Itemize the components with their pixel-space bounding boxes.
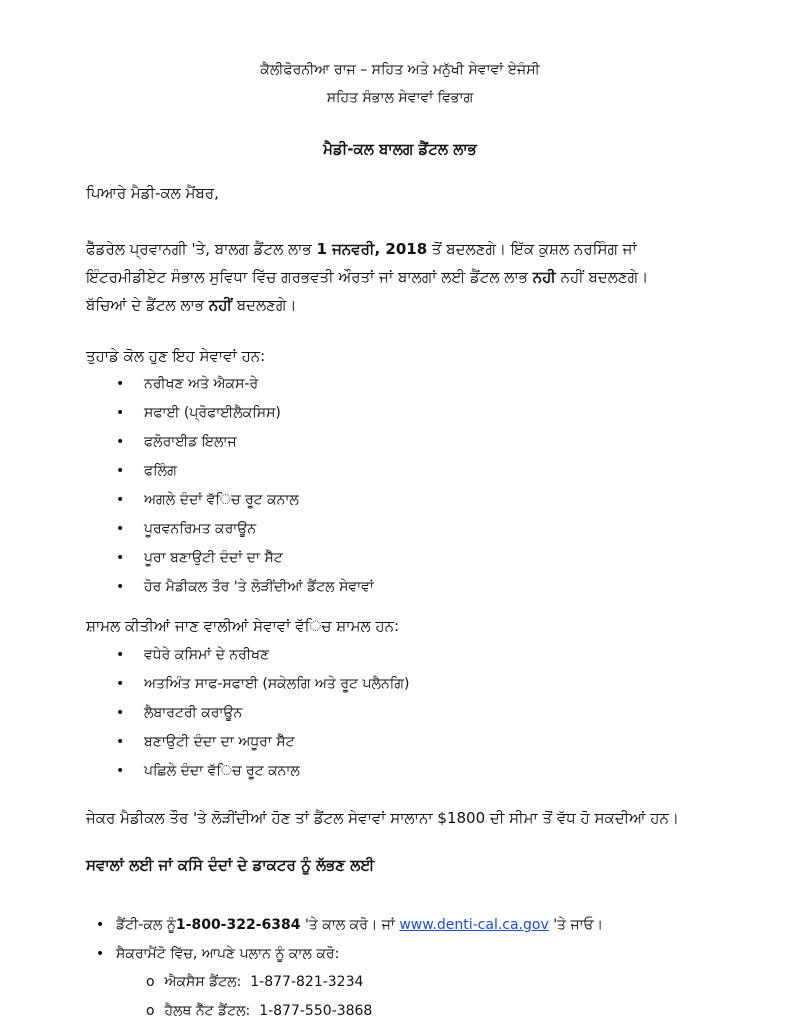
intro-text: ਇੰਟਰਮੀਡੀਏਟ ਸੰਭਾਲ ਸੁਵਿਧਾ ਵਿੱਚ ਗਰਭਵਤੀ ਔਰਤਾਂ ਜਾਂ ਬਾਲਗਾਂ ਲਈ ਡੈਂਟਲ ਲਾਭ [86, 268, 533, 286]
intro-line-2 [86, 268, 648, 286]
emphasis-not: ਨਹੀ [532, 268, 556, 286]
emphasis-not: ਨਹੀਂ [208, 296, 232, 314]
current-services-list [116, 374, 374, 606]
list-item: • ਅਗਲੇ ਦੰਦਾਂ ਵੱਿਚ ਰੂਟ ਕਨਾਲ [116, 490, 374, 519]
list-item: • ਫਲਿੰਗ [116, 461, 374, 490]
contact-text: 'ਤੇ ਜਾਓ। [548, 917, 604, 933]
added-services-list [116, 645, 409, 790]
department-name: ਸਹਿਤ ਸੰਭਾਲ ਸੇਵਾਵਾਂ ਵਿਭਾਗ [326, 90, 474, 106]
questions-heading: ਸਵਾਲਾਂ ਲਈ ਜਾਂ ਕਸਿੇ ਦੰਦਾਂ ਦੇ ਡਾਕਟਰ ਨੂੰ ਲੱਭਣ ਲਈ [86, 856, 375, 874]
greeting: ਪਿਆਰੇ ਮੈਡੀ-ਕਲ ਮੈਂਬਰ, [86, 184, 219, 202]
intro-line-3 [86, 296, 296, 314]
intro-text: ਤੋਂ ਬਦਲਣਗੇ। ਇੱਕ ਕੁਸ਼ਲ ਨਰਸਿੰਗ ਜਾਂ [427, 240, 637, 258]
denti-cal-contact [116, 917, 603, 933]
intro-line-1 [86, 240, 637, 258]
intro-text: ਫੈੱਡਰੇਲ ਪ੍ਰਵਾਨਗੀ 'ਤੇ, ਬਾਲਗ ਡੈਂਟਲ ਲਾਭ [86, 240, 317, 258]
plan-phone: 1-877-550-3868 [259, 1003, 373, 1019]
plan-health-net-dental [146, 1003, 372, 1019]
bullet: • [96, 946, 105, 962]
plan-access-dental [146, 974, 363, 990]
added-services-heading: ਸ਼ਾਮਲ ਕੀਤੀਆਂ ਜਾਣ ਵਾਲੀਆਂ ਸੇਵਾਵਾਂ ਵੱਿਚ ਸ਼ਾਮਲ ਹਨ: [86, 617, 400, 635]
annual-cap-note: ਜੇਕਰ ਮੈਡੀਕਲ ਤੌਰ 'ਤੇ ਲੋੜੀਂਦੀਆਂ ਹੋਣ ਤਾਂ ਡੈਂਟਲ ਸੇਵਾਵਾਂ ਸਾਲਾਨਾ $1800 ਦੀ ਸੀਮਾ ਤੋਂ ਵੱਧ ਹੋ ਸਕਦੀਆਂ ਹਨ। [86, 809, 679, 827]
list-item: • ਬਣਾਉਟੀ ਦੰਦਾ ਦਾ ਅਧੂਰਾ ਸੈੱਟ [116, 732, 409, 761]
list-item: • ਨਰੀਖਣ ਅਤੇ ਐਕਸ-ਰੇ [116, 374, 374, 403]
list-item: • ਪੂਰਵਨਰਿਮਤ ਕਰਾਊਨ [116, 519, 374, 548]
list-item: • ਪਛਿਲੇ ਦੰਦਾ ਵੱਿਚ ਰੂਟ ਕਨਾਲ [116, 761, 409, 790]
list-item: • ਸਫਾਈ (ਪ੍ਰੋਫਾਈਲੈਕਸਿਸ) [116, 403, 374, 432]
plan-phone: 1-877-821-3234 [250, 974, 364, 990]
intro-text: ਨਹੀਂ ਬਦਲਣਗੇ। [555, 268, 649, 286]
sacramento-note: ਸੈਕਰਾਮੈਂਟੋ ਵਿੱਚ, ਆਪਣੇ ਪਲਾਨ ਨੂੰ ਕਾਲ ਕਰੋ: [116, 946, 340, 962]
list-item: • ਵਧੇਰੇ ਕਸਿਮਾਂ ਦੇ ਨਰੀਖਣ [116, 645, 409, 674]
contact-text: 'ਤੇ ਕਾਲ ਕਰੋ। ਜਾਂ [300, 917, 400, 933]
list-item: • ਲੈਬਾਰਟਰੀ ਕਰਾਊਨ [116, 703, 409, 732]
bullet: • [96, 917, 105, 933]
document-title: ਮੈਡੀ-ਕਲ ਬਾਲਗ ਡੈਂਟਲ ਲਾਭ [323, 140, 477, 158]
circle-bullet-icon: o [146, 1003, 155, 1019]
list-item: • ਹੋਰ ਮੈਡੀਕਲ ਤੌਰ 'ਤੇ ਲੋੜੀਂਦੀਆਂ ਡੈਂਟਲ ਸੇਵਾਵਾਂ [116, 577, 374, 606]
current-services-heading: ਤੁਹਾਡੇ ਕੋਲ ਹੁਣ ਇਹ ਸੇਵਾਵਾਂ ਹਨ: [86, 347, 266, 365]
circle-bullet-icon: o [146, 974, 155, 990]
plan-name: ਹੈਲਥ ਨੈੱਟ ਡੈਂਟਲ: [164, 1003, 251, 1019]
list-item: • ਪੂਰਾ ਬਣਾਉਟੀ ਦੰਦਾਂ ਦਾ ਸੈੱਟ [116, 548, 374, 577]
list-item: • ਅਤਅਿੰਤ ਸਾਫ-ਸਫਾਈ (ਸਕੇਲਗਿ ਅਤੇ ਰੂਟ ਪਲੈਨਗਿ) [116, 674, 409, 703]
intro-text: ਬੱਚਿਆਂ ਦੇ ਡੈਂਟਲ ਲਾਭ [86, 296, 209, 314]
denti-cal-website-link[interactable]: www.denti-cal.ca.gov [399, 917, 549, 933]
denti-cal-phone: 1-800-322-6384 [175, 917, 301, 933]
intro-text: ਬਦਲਣਗੇ। [231, 296, 297, 314]
plan-name: ਐਕਸੈਸ ਡੈਂਟਲ: [164, 974, 242, 990]
effective-date: 1 ਜਨਵਰੀ, 2018 [316, 240, 428, 258]
list-item: • ਫਲੋਰਾਈਡ ਇਲਾਜ [116, 432, 374, 461]
contact-text: ਡੈਂਟੀ-ਕਲ ਨੂੰ [116, 917, 176, 933]
agency-name: ਕੈਲੀਫੋਰਨੀਆ ਰਾਜ – ਸਹਿਤ ਅਤੇ ਮਨੁੱਖੀ ਸੇਵਾਵਾਂ ਏਜੰਸੀ [260, 62, 540, 78]
